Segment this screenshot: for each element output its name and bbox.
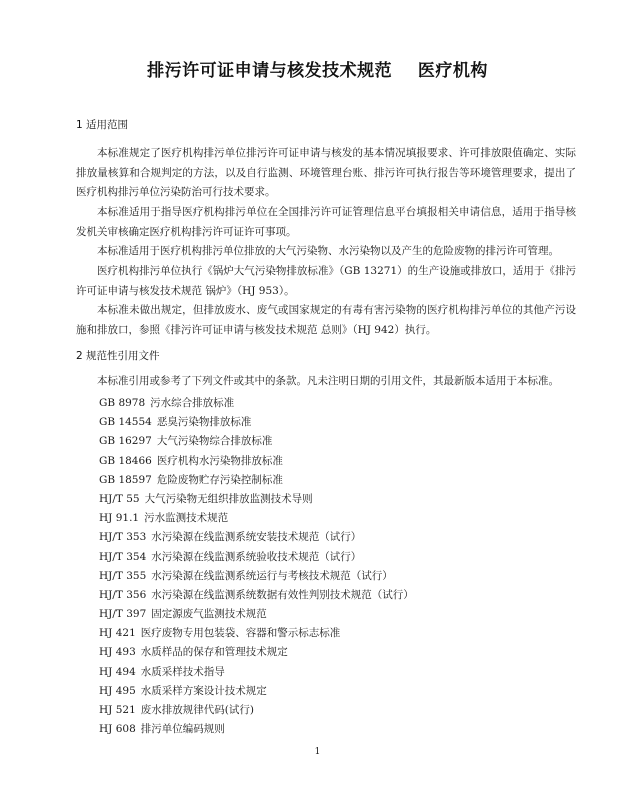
reference-item bbox=[99, 605, 414, 624]
reference-code: GB 18466 bbox=[99, 454, 152, 467]
reference-item bbox=[99, 394, 414, 413]
reference-code: HJ/T 356 bbox=[99, 588, 147, 601]
reference-item bbox=[99, 643, 414, 662]
reference-item bbox=[99, 567, 414, 586]
reference-name: 水污染源在线监测系统数据有效性判别技术规范（试行） bbox=[151, 588, 414, 601]
reference-item bbox=[99, 682, 414, 701]
reference-name: 水质采样方案设计技术规定 bbox=[140, 684, 267, 697]
reference-code: HJ/T 55 bbox=[99, 492, 140, 505]
reference-name: 大气污染物综合排放标准 bbox=[156, 435, 273, 448]
reference-name: 医疗废物专用包装袋、容器和警示标志标准 bbox=[140, 627, 341, 640]
reference-item bbox=[99, 528, 414, 547]
reference-item bbox=[99, 471, 414, 490]
reference-item bbox=[99, 452, 414, 471]
reference-name: 水质采样技术指导 bbox=[140, 665, 225, 678]
reference-code: HJ/T 397 bbox=[99, 608, 147, 621]
reference-code: HJ 495 bbox=[99, 684, 136, 697]
reference-code: GB 14554 bbox=[99, 416, 152, 429]
reference-code: HJ 91.1 bbox=[99, 512, 140, 525]
document-title: 排污许可证申请与核发技术规范 医疗机构 bbox=[147, 61, 488, 81]
reference-code: HJ/T 353 bbox=[99, 531, 147, 544]
reference-name: 污水综合排放标准 bbox=[150, 397, 235, 409]
paragraph-scope-5: 本标准未做出规定，但排放废水、废气或国家规定的有毒有害污染物的医疗机构排污单位的其他产污设施和排放口，参照《排污许可证申请与核发技术规范 总则》（HJ 942）执行。 bbox=[76, 304, 576, 336]
reference-code: HJ/T 354 bbox=[99, 550, 147, 563]
reference-item bbox=[99, 432, 414, 451]
paragraph-scope-2: 本标准适用于指导医疗机构排污单位在全国排污许可证管理信息平台填报相关申请信息，适用于指导核发机关审核确定医疗机构排污许可证许可事项。 bbox=[76, 206, 576, 238]
reference-code: GB 16297 bbox=[99, 435, 152, 448]
paragraph-scope-3: 本标准适用于医疗机构排污单位排放的大气污染物、水污染物以及产生的危险废物的排污许可管理。 bbox=[97, 245, 559, 257]
reference-item bbox=[99, 663, 414, 682]
reference-item bbox=[99, 624, 414, 643]
reference-name: 恶臭污染物排放标准 bbox=[156, 416, 252, 429]
reference-name: 废水排放规律代码(试行) bbox=[140, 704, 254, 716]
section-heading-references: 2 规范性引用文件 bbox=[76, 350, 160, 362]
reference-name: 水污染源在线监测系统运行与考核技术规范（试行） bbox=[151, 569, 393, 582]
reference-list bbox=[99, 394, 414, 739]
reference-item bbox=[99, 701, 414, 720]
reference-name: 危险废物贮存污染控制标准 bbox=[156, 473, 283, 486]
reference-name: 医疗机构水污染物排放标准 bbox=[156, 454, 283, 467]
reference-item bbox=[99, 720, 414, 739]
reference-item bbox=[99, 413, 414, 432]
reference-code: HJ 421 bbox=[99, 627, 136, 640]
reference-code: HJ/T 355 bbox=[99, 569, 147, 582]
reference-name: 水污染源在线监测系统验收技术规范（试行） bbox=[151, 550, 362, 563]
reference-code: GB 8978 bbox=[99, 397, 146, 409]
reference-item bbox=[99, 490, 414, 509]
reference-code: HJ 493 bbox=[99, 646, 136, 659]
reference-item bbox=[99, 586, 414, 605]
reference-name: 污水监测技术规范 bbox=[144, 512, 229, 525]
paragraph-scope-1: 本标准规定了医疗机构排污单位排污许可证申请与核发的基本情况填报要求、许可排放限值确定、实际排放量核算和合规判定的方法，以及自行监测、环境管理台账、排污许可执行报告等环境管理要求，提出了医疗机构排污单位污染防治可行技术要求。 bbox=[76, 147, 576, 198]
reference-name: 水污染源在线监测系统安装技术规范（试行） bbox=[151, 531, 362, 544]
section-heading-scope: 1 适用范围 bbox=[76, 119, 129, 131]
reference-name: 排污单位编码规则 bbox=[140, 723, 225, 736]
page-number: 1 bbox=[314, 747, 321, 757]
reference-code: HJ 521 bbox=[99, 704, 136, 716]
reference-name: 固定源废气监测技术规范 bbox=[151, 608, 267, 621]
paragraph-references-intro: 本标准引用或参考了下列文件或其中的条款。凡未注明日期的引用文件，其最新版本适用于本标准。 bbox=[97, 375, 559, 387]
reference-item bbox=[99, 509, 414, 528]
reference-name: 水质样品的保存和管理技术规定 bbox=[140, 646, 288, 659]
reference-item bbox=[99, 548, 414, 567]
reference-code: HJ 494 bbox=[99, 665, 136, 678]
reference-code: HJ 608 bbox=[99, 723, 136, 736]
reference-code: GB 18597 bbox=[99, 473, 152, 486]
reference-name: 大气污染物无组织排放监测技术导则 bbox=[144, 492, 313, 505]
paragraph-scope-4: 医疗机构排污单位执行《锅炉大气污染物排放标准》（GB 13271）的生产设施或排放口，适用于《排污许可证申请与核发技术规范 锅炉》（HJ 953）。 bbox=[76, 265, 576, 297]
